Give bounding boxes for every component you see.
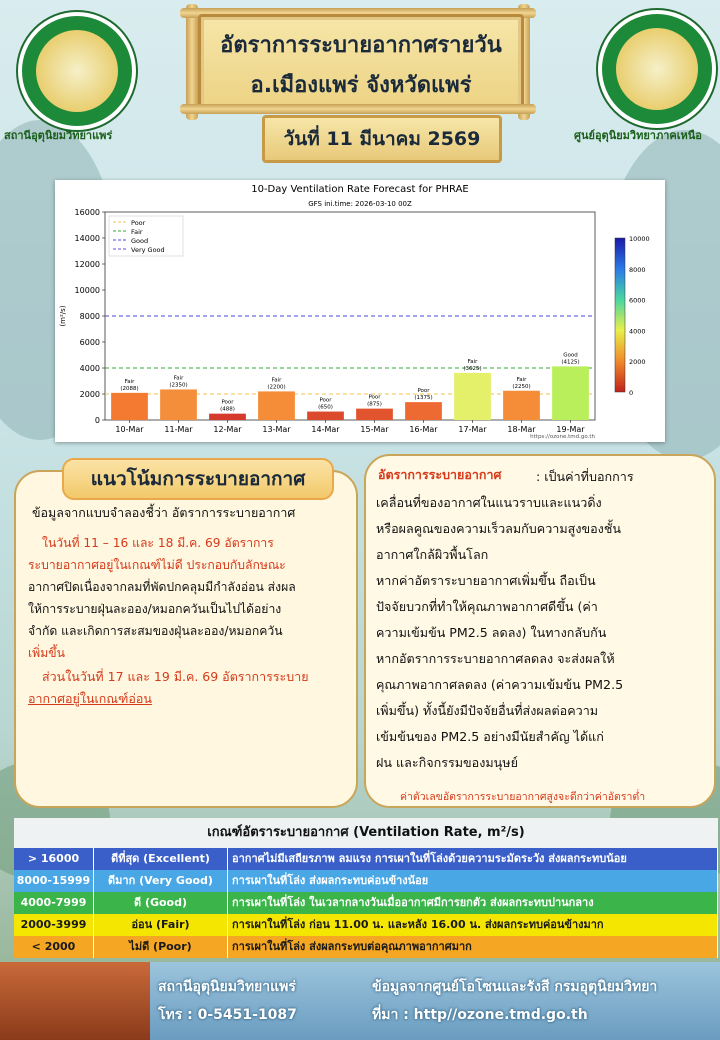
y-axis-label: (m²/s)	[59, 305, 67, 327]
bar-value-label: (1375)	[414, 395, 433, 402]
text-line: ส่วนในวันที่ 17 และ 19 มี.ค. 69 อัตราการระบาย	[42, 669, 309, 684]
text-line: อากาศใกล้ผิวพื้นโลก	[376, 547, 489, 562]
bar-category-label: Fair	[467, 358, 478, 365]
tmd-logo-left	[18, 12, 136, 130]
text-line: ระบายอากาศอยู่ในเกณฑ์ไม่ดี ประกอบกับลักษณะ	[28, 558, 286, 572]
footer-source: ข้อมูลจากศูนย์โอโซนและรังสี กรมอุตุนิยมวิทยา	[372, 979, 658, 995]
table-row	[14, 936, 718, 958]
x-tick-label: 14-Mar	[311, 425, 340, 434]
bar-category-label: Good	[563, 352, 578, 359]
chart-card	[55, 180, 665, 442]
text-line: : เป็นค่าที่บอกการ	[536, 469, 634, 484]
bar	[160, 389, 197, 420]
text-line: ความเข้มข้น PM2.5 ลดลง) ในทางกลับกัน	[376, 625, 607, 640]
definition-text	[376, 464, 706, 776]
bar-value-label: (2088)	[120, 385, 139, 392]
text-line: อากาศปิดเนื่องจากลมที่พัดปกคลุมมีกำลังอ่อน ส่งผล	[28, 580, 296, 594]
colorbar-tick-label: 8000	[629, 265, 646, 274]
x-tick-label: 11-Mar	[164, 425, 193, 434]
x-tick-label: 19-Mar	[556, 425, 585, 434]
table-cell-desc: การเผาในที่โล่ง ก่อน 11.00 น. และหลัง 16.00 น. ส่งผลกระทบค่อนข้างมาก	[228, 914, 718, 936]
table-row	[14, 848, 718, 870]
text-line: หากอัตราการระบายอากาศลดลง จะส่งผลให้	[376, 651, 615, 666]
table-row	[14, 914, 718, 936]
text-line: เคลื่อนที่ของอากาศในแนวราบและแนวดิ่ง	[376, 495, 602, 510]
text-line: หากค่าอัตราระบายอากาศเพิ่มขึ้น ถือเป็น	[376, 573, 596, 588]
table-cell-range: < 2000	[14, 936, 94, 958]
table-cell-level: ดีที่สุด (Excellent)	[94, 848, 228, 870]
x-tick-label: 15-Mar	[360, 425, 389, 434]
text-line: เพิ่มขึ้น	[28, 646, 65, 660]
footer-station-name: สถานีอุตุนิยมวิทยาแพร่	[158, 979, 296, 995]
bar-value-label: (4125)	[561, 359, 580, 366]
tmd-logo-right	[598, 10, 716, 128]
legend-entry: Good	[131, 237, 149, 245]
criteria-table	[14, 818, 718, 958]
bar	[503, 391, 540, 420]
trend-intro: ข้อมูลจากแบบจำลองชี้ว่า อัตราการระบายอากาศ	[32, 505, 296, 520]
bar-category-label: Fair	[124, 378, 135, 385]
trend-paragraph-2	[28, 666, 348, 710]
definition-term: อัตราการระบายอากาศ	[378, 467, 502, 482]
bar-category-label: Poor	[417, 388, 430, 395]
table-cell-desc: การเผาในที่โล่ง ในเวลากลางวันเมื่ออากาศมีการยกตัว ส่งผลกระทบปานกลาง	[228, 892, 718, 914]
table-cell-level: อ่อน (Fair)	[94, 914, 228, 936]
bar-category-label: Fair	[516, 376, 527, 383]
colorbar-tick-label: 10000	[629, 235, 650, 243]
y-tick-label: 16000	[74, 208, 100, 217]
y-tick-label: 6000	[79, 338, 100, 347]
bar-value-label: (650)	[318, 404, 333, 411]
bar-category-label: Fair	[271, 377, 282, 384]
bamboo-frame	[180, 104, 536, 114]
bamboo-frame	[186, 4, 198, 120]
bar-value-label: (2250)	[512, 383, 531, 390]
colorbar-tick-label: 0	[629, 389, 634, 397]
bar	[111, 393, 148, 420]
x-tick-label: 13-Mar	[262, 425, 291, 434]
bar-value-label: (875)	[367, 401, 382, 408]
footer-phone: โทร : 0-5451-1087	[158, 1007, 297, 1023]
y-tick-label: 4000	[79, 364, 100, 373]
colorbar-tick-label: 4000	[629, 327, 646, 336]
colorbar	[615, 238, 625, 392]
y-tick-label: 8000	[79, 312, 100, 321]
bar	[356, 409, 393, 420]
x-tick-label: 16-Mar	[409, 425, 438, 434]
page-title: อัตราการระบายอากาศรายวัน	[220, 33, 502, 58]
date-label: วันที่ 11 มีนาคม 2569	[262, 115, 502, 163]
bar	[552, 366, 589, 420]
legend-entry: Poor	[131, 219, 146, 227]
x-tick-label: 12-Mar	[213, 425, 242, 434]
bar-category-label: Poor	[368, 394, 381, 401]
y-tick-label: 10000	[74, 286, 100, 295]
text-line: ให้การระบายฝุ่นละออง/หมอกควันเป็นไปได้อย่าง	[28, 602, 282, 616]
table-cell-level: ไม่ดี (Poor)	[94, 936, 228, 958]
definition-note: ค่าตัวเลขอัตราการระบายอากาศสูงจะดีกว่าค่าอัตราต่ำ	[400, 791, 646, 803]
text-line: คุณภาพอากาศลดลง (ค่าความเข้มข้น PM2.5	[376, 677, 624, 692]
bar-category-label: Poor	[319, 397, 332, 404]
table-cell-range: > 16000	[14, 848, 94, 870]
footer-url: ที่มา : http//ozone.tmd.go.th	[372, 1007, 588, 1023]
x-tick-label: 17-Mar	[458, 425, 487, 434]
table-cell-range: 8000-15999	[14, 870, 94, 892]
x-tick-label: 18-Mar	[507, 425, 536, 434]
text-line: เพิ่มขึ้น) ทั้งนี้ยังมีปัจจัยอื่นที่ส่งผลต่อความ	[376, 703, 599, 718]
text-line: ในวันที่ 11 – 16 และ 18 มี.ค. 69 อัตราการ	[42, 536, 274, 550]
colorbar-tick-label: 6000	[629, 296, 646, 305]
text-line: จำกัด และเกิดการสะสมของฝุ่นละออง/หมอกควัน	[28, 624, 283, 638]
trend-paragraph-1	[28, 532, 348, 664]
table-cell-desc: อากาศไม่มีเสถียรภาพ ลมแรง การเผาในที่โล่งด้วยความระมัดระวัง ส่งผลกระทบน้อย	[228, 848, 718, 870]
table-cell-range: 4000-7999	[14, 892, 94, 914]
table-cell-range: 2000-3999	[14, 914, 94, 936]
footer-building-illustration	[0, 962, 150, 1040]
bar-category-label: Poor	[221, 399, 234, 406]
legend-entry: Very Good	[131, 246, 165, 254]
chart-title: 10-Day Ventilation Rate Forecast for PHRAE	[251, 184, 469, 195]
table-cell-level: ดี (Good)	[94, 892, 228, 914]
bar	[454, 373, 491, 420]
page-subtitle: อ.เมืองแพร่ จังหวัดแพร่	[250, 73, 472, 98]
colorbar-tick-label: 2000	[629, 358, 646, 367]
ventilation-chart	[55, 180, 665, 442]
text-line: ปัจจัยบวกที่ทำให้คุณภาพอากาศดีขึ้น (ค่า	[376, 599, 598, 614]
bar-category-label: Fair	[173, 375, 184, 382]
x-tick-label: 10-Mar	[115, 425, 144, 434]
table-row	[14, 892, 718, 914]
y-tick-label: 12000	[74, 260, 100, 269]
text-line: เข้มข้นของ PM2.5 อย่างมีนัยสำคัญ ได้แก่	[376, 729, 604, 744]
chart-source: https://ozone.tmd.go.th	[530, 434, 595, 440]
legend-entry: Fair	[131, 228, 143, 236]
bar	[258, 391, 295, 420]
bar	[307, 412, 344, 420]
table-cell-level: ดีมาก (Very Good)	[94, 870, 228, 892]
text-line: อากาศอยู่ในเกณฑ์อ่อน	[28, 691, 152, 706]
text-line: ฝน และกิจกรรมของมนุษย์	[376, 755, 518, 770]
y-tick-label: 14000	[74, 234, 100, 243]
bar-value-label: (2350)	[169, 382, 188, 389]
table-row	[14, 870, 718, 892]
trend-heading: แนวโน้มการระบายอากาศ	[62, 458, 334, 500]
bar	[405, 402, 442, 420]
bar-value-label: (2200)	[267, 384, 286, 391]
text-line: หรือผลคูณของความเร็วลมกับความสูงของชั้น	[376, 521, 621, 536]
left-logo-caption: สถานีอุตุนิยมวิทยาแพร่	[4, 129, 113, 142]
criteria-table-title: เกณฑ์อัตราระบายอากาศ (Ventilation Rate, m²/s)	[14, 818, 718, 848]
title-board	[198, 14, 524, 114]
y-tick-label: 2000	[79, 390, 100, 399]
chart-subtitle: GFS ini.time: 2026-03-10 00Z	[308, 200, 412, 208]
bar-value-label: (488)	[220, 406, 235, 413]
bar	[209, 414, 246, 420]
y-tick-label: 0	[94, 416, 100, 425]
table-cell-desc: การเผาในที่โล่ง ส่งผลกระทบต่อคุณภาพอากาศมาก	[228, 936, 718, 958]
table-cell-desc: การเผาในที่โล่ง ส่งผลกระทบค่อนข้างน้อย	[228, 870, 718, 892]
right-logo-caption: ศูนย์อุตุนิยมวิทยาภาคเหนือ	[574, 129, 702, 142]
bar-value-label: (3625)	[463, 365, 482, 372]
